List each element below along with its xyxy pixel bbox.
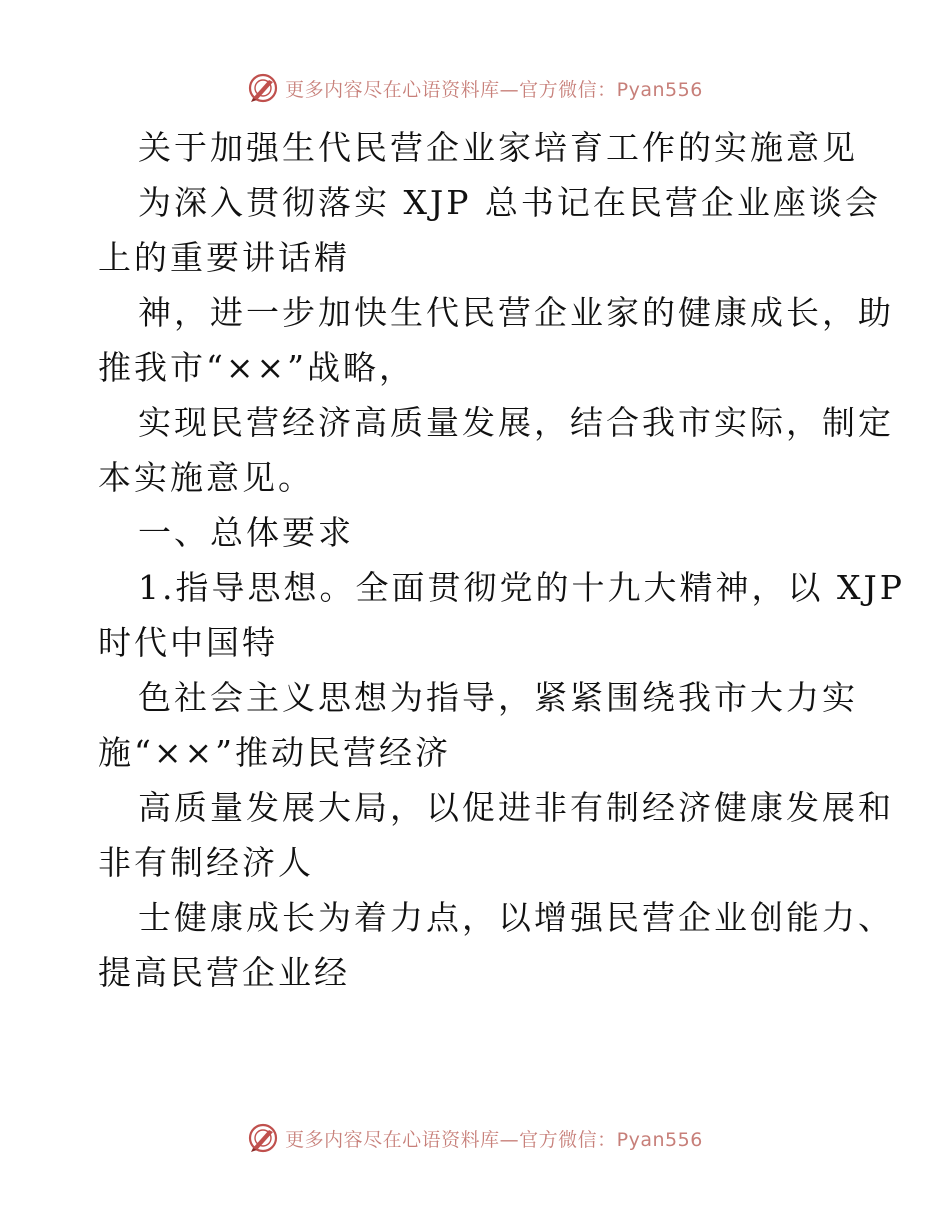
paragraph-line: 士健康成长为着力点，以增强民营企业创能力、	[138, 898, 894, 937]
paragraph-line: 非有制经济人	[98, 843, 314, 882]
paragraph-line: 施“××”推动民营经济	[98, 733, 452, 772]
pen-logo-icon	[247, 1122, 279, 1154]
watermark-text: 更多内容尽在心语资料库—官方微信：Pyan556	[285, 1128, 703, 1151]
paragraph-line: 时代中国特	[98, 623, 278, 662]
document-title: 关于加强生代民营企业家培育工作的实施意见	[138, 128, 858, 167]
footer-watermark	[0, 1122, 950, 1154]
header-watermark	[0, 72, 950, 104]
section-heading: 一、总体要求	[138, 513, 354, 552]
paragraph-line: 神，进一步加快生代民营企业家的健康成长，助	[138, 293, 894, 332]
paragraph-line: 实现民营经济高质量发展，结合我市实际，制定	[138, 403, 894, 442]
pen-logo-icon	[247, 72, 279, 104]
paragraph-line: 本实施意见。	[98, 458, 314, 497]
paragraph-line: 高质量发展大局，以促进非有制经济健康发展和	[138, 788, 894, 827]
paragraph-line: 色社会主义思想为指导，紧紧围绕我市大力实	[138, 678, 858, 717]
paragraph-line: 上的重要讲话精	[98, 238, 350, 277]
watermark-text: 更多内容尽在心语资料库—官方微信：Pyan556	[285, 78, 703, 101]
paragraph-line: 推我市“××”战略，	[98, 348, 416, 387]
paragraph-line: 提高民营企业经	[98, 953, 350, 992]
paragraph-line: 1.指导思想。全面贯彻党的十九大精神，以 XJP	[138, 568, 905, 607]
paragraph-line: 为深入贯彻落实 XJP 总书记在民营企业座谈会	[138, 183, 881, 222]
document-body	[98, 120, 905, 1000]
